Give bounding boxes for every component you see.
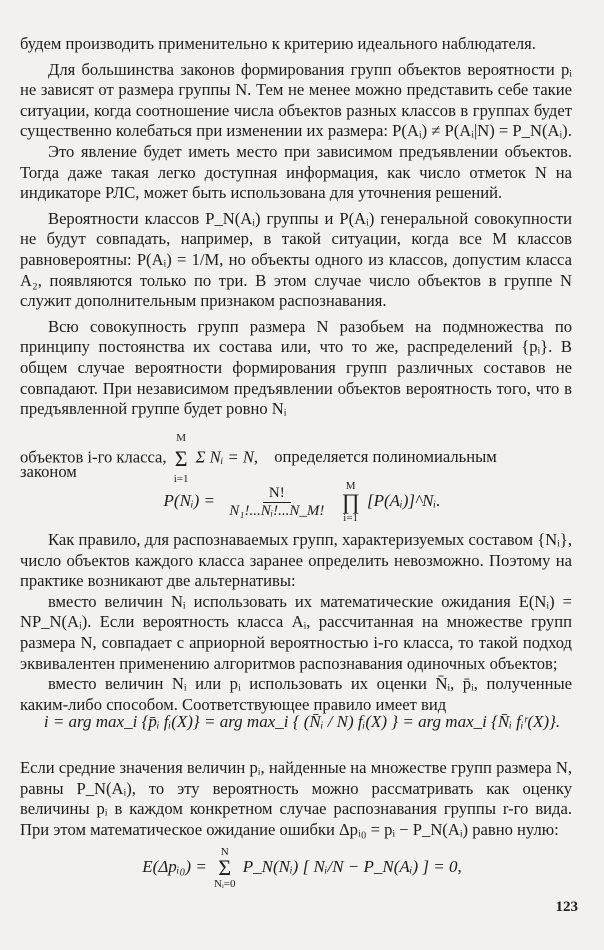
paragraph-3: Это явление будет иметь место при зависимом предъявлении объектов. Тогда даже такая легко доступная информация, как число отметок N на индикаторе РЛС, может быть использована для уточнения решений. [20,141,572,203]
expect-sum-operator [214,846,235,890]
poly-denominator: N₁!...Nᵢ!...N_M! [229,502,325,519]
page-number: 123 [555,899,578,915]
text-block-middle [20,530,572,715]
paragraph-6: Как правило, для распознаваемых групп, характеризуемых составом {Nᵢ}, число объектов каждого класса заранее определить невозможно. Поэтому на практике возникают две альтернативы: [20,530,572,591]
prod-top: M [345,480,356,492]
expect-rhs: P_N(Nᵢ) [ Nᵢ/N − P_N(Aᵢ) ] = 0, [242,856,462,876]
sum-line-text: объектов i-го класса, [20,447,167,467]
sum-expression: Σ Nᵢ = N, [195,447,259,467]
sigma-icon: Σ [174,445,188,471]
poly-numerator: N! [263,485,291,503]
expect-sum-bottom: Nᵢ=0 [214,878,236,890]
text-block-bottom [20,758,572,840]
law-word-text: законом [20,462,77,481]
paragraph-4: Вероятности классов P_N(Aᵢ) группы и P(Aᵢ) генеральной совокупности не будут совпадать, например, в такой ситуации, когда все M классов равновероятны: P(Aᵢ) = 1/M, но объекты одного из классов, допустим класса A₂, появляются только по три. В этом случае число объектов в группе N служит дополнительным признаком распознавания. [20,208,572,311]
polynomial-formula [0,480,604,524]
sum-top: M [176,432,186,444]
sigma-icon: Σ [218,855,232,880]
poly-rhs: [P(Aᵢ)]^Nᵢ. [366,490,441,510]
expect-lhs: E(Δpᵢ₀) = [142,856,207,876]
product-operator [342,480,360,524]
paragraph-1: будем производить применительно к критерию идеального наблюдателя. [20,34,536,53]
pi-icon: ∏ [341,489,360,514]
paragraph-9: Если средние значения величин pᵢ, найденные на множестве групп размера N, равны P_N(Aᵢ), то эту вероятность можно рассматривать как оценку величины pᵢ в каждом конкретном случае распознавания группы r-го вида. При этом математическое ожидание ошибки Δpᵢ₀ = pᵢ − P_N(Aᵢ) равно нулю: [20,758,572,839]
paragraph-8: вместо величин Nᵢ или pᵢ использовать их оценки N̄ᵢ, p̄ᵢ, полученные каким-либо способом. Соответствующее правило имеет вид [20,674,572,714]
sum-bottom: i=1 [173,472,189,485]
decision-rule: i = arg max_i {p̄ᵢ fᵢ(X)} = arg max_i { (N̄ᵢ / N) fᵢ(X) } = arg max_i {N̄ᵢ fᵢʳ(X)}. [43,712,561,731]
prod-bottom: i=1 [343,512,359,524]
expectation-formula [0,846,604,890]
poly-lhs: P(Nᵢ) = [163,490,216,510]
paragraph-5: Всю совокупность групп размера N разобьем на подмножества по принципу постоянства их состава или, что то же, распределений {pᵢ}. В общем случае вероятности формирования групп различных составов не совпадают. При независимом предъявлении объектов вероятность того, что в предъявленной группе будет ровно Nᵢ [20,316,572,419]
expect-sum-top: N [220,846,229,858]
decision-rule-formula [0,712,604,732]
poly-fraction [223,485,330,520]
paragraph-2: Для большинства законов формирования групп объектов вероятности pᵢ не зависят от размера группы N. Тем не менее можно представить себе такие ситуации, когда соотношение числа объектов разных классов в группах будет существенно колебаться при изменении их размера: P(Aᵢ) ≠ P(Aᵢ|N) = P_N(Aᵢ). [20,59,572,141]
paragraph-7: вместо величин Nᵢ использовать их математические ожидания E(Nᵢ) = NP_N(Aᵢ). Если вероятность класса Aᵢ, рассчитанная на множестве групп размера N, совпадает с априорной вероятностью i-го класса, то такой подход эквивалентен применению алгоритмов распознавания одиночных объектов; [20,591,572,673]
text-block-top [20,34,572,420]
sum-line-tail: определяется полиномиальным [274,447,497,467]
